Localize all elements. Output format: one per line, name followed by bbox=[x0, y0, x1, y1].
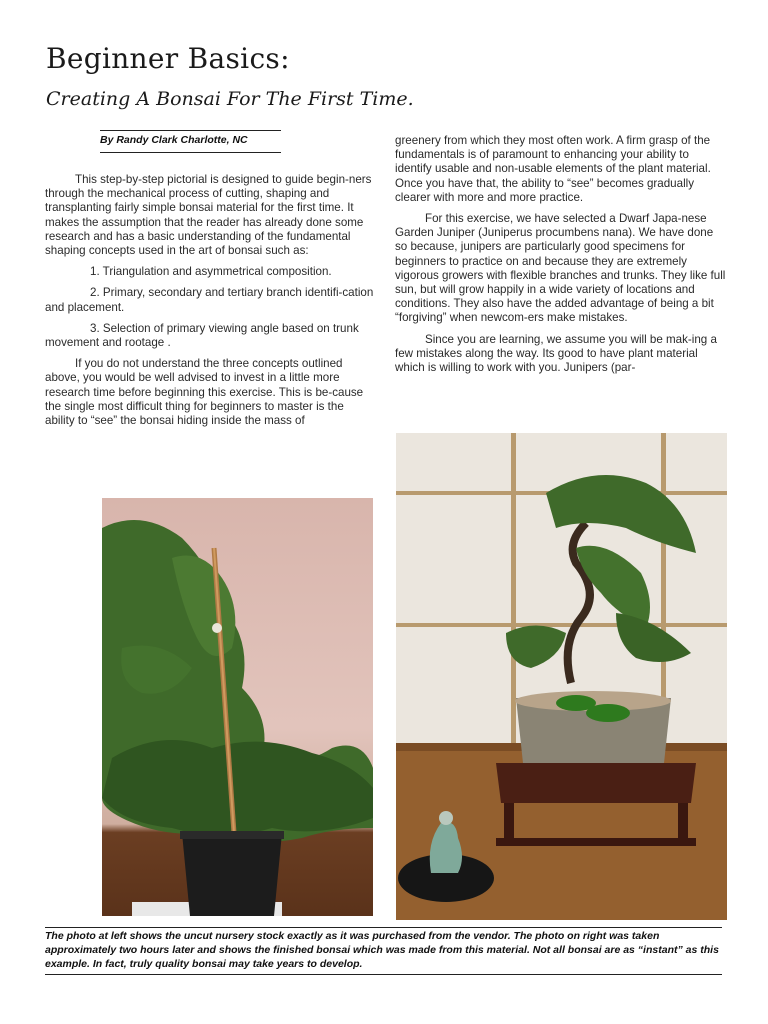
right-paragraph-3: Since you are learning, we assume you will be mak-ing a few mistakes along the way. Its good to have plant material which is willing to work with you. Junipers (par- bbox=[395, 332, 717, 375]
nursery-juniper-illustration bbox=[102, 498, 373, 916]
byline-rule-top bbox=[100, 130, 281, 131]
left-column bbox=[45, 173, 375, 435]
right-column bbox=[395, 134, 727, 382]
page-title: Beginner Basics: bbox=[46, 42, 290, 75]
list-item-2: 2. Primary, secondary and tertiary branch identifi-cation and placement. bbox=[45, 286, 374, 314]
photo-caption: The photo at left shows the uncut nursery stock exactly as it was purchased from the vendor. The photo on right was taken approximately two hours later and shows the finished bonsai which was made from this material. Not all bonsai are as “instant” as this example. In fact, truly quality bonsai may take years to develop. bbox=[45, 930, 719, 970]
finished-bonsai-photo bbox=[396, 433, 727, 920]
list-item-1: 1. Triangulation and asymmetrical composition. bbox=[90, 265, 332, 279]
page-subtitle: Creating A Bonsai For The First Time. bbox=[46, 88, 414, 110]
byline: By Randy Clark Charlotte, NC bbox=[100, 134, 248, 146]
left-paragraph-2: If you do not understand the three concepts outlined above, you would be well advised to invest in a little more research time before beginning this exercise. This is be-cause the single most difficult thing for beginners to master is the ability to “see” the bonsai hiding inside the mass of bbox=[45, 357, 364, 428]
nursery-stock-photo bbox=[102, 498, 373, 916]
byline-rule-bottom bbox=[100, 152, 281, 153]
caption-rule-top bbox=[45, 927, 722, 928]
caption-rule-bottom bbox=[45, 974, 722, 975]
finished-bonsai-illustration bbox=[396, 433, 727, 920]
list-item-3: 3. Selection of primary viewing angle based on trunk movement and rootage . bbox=[45, 321, 359, 350]
right-paragraph-2: For this exercise, we have selected a Dwarf Japa-nese Garden Juniper (Juniperus procumbens nana). We have done so because, junipers are particularly good specimens for beginners to practice on and because they are extremely vigorous growers with flexible branches and trunks. They like full sun, but will grow happily in a wide variety of locations and conditions. They also have the added advantage of being a bit “forgiving” when newcom-ers make mistakes. bbox=[395, 212, 726, 325]
right-paragraph-1: greenery from which they most often work. A firm grasp of the fundamentals is of paramount to enhancing your ability to identify usable and non-usable elements of the plant material. Once you have that, the ability to “see” becomes gradually clearer with more and more practice. bbox=[395, 134, 711, 204]
left-paragraph-1: This step-by-step pictorial is designed to guide begin-ners through the mechanical process of cutting, shaping and transplanting fairly simple bonsai material for the first time. It makes the assumption that the reader has already done some research and has a basic understanding of the fundamental shaping concepts used in the art of bonsai such as: bbox=[45, 173, 372, 258]
